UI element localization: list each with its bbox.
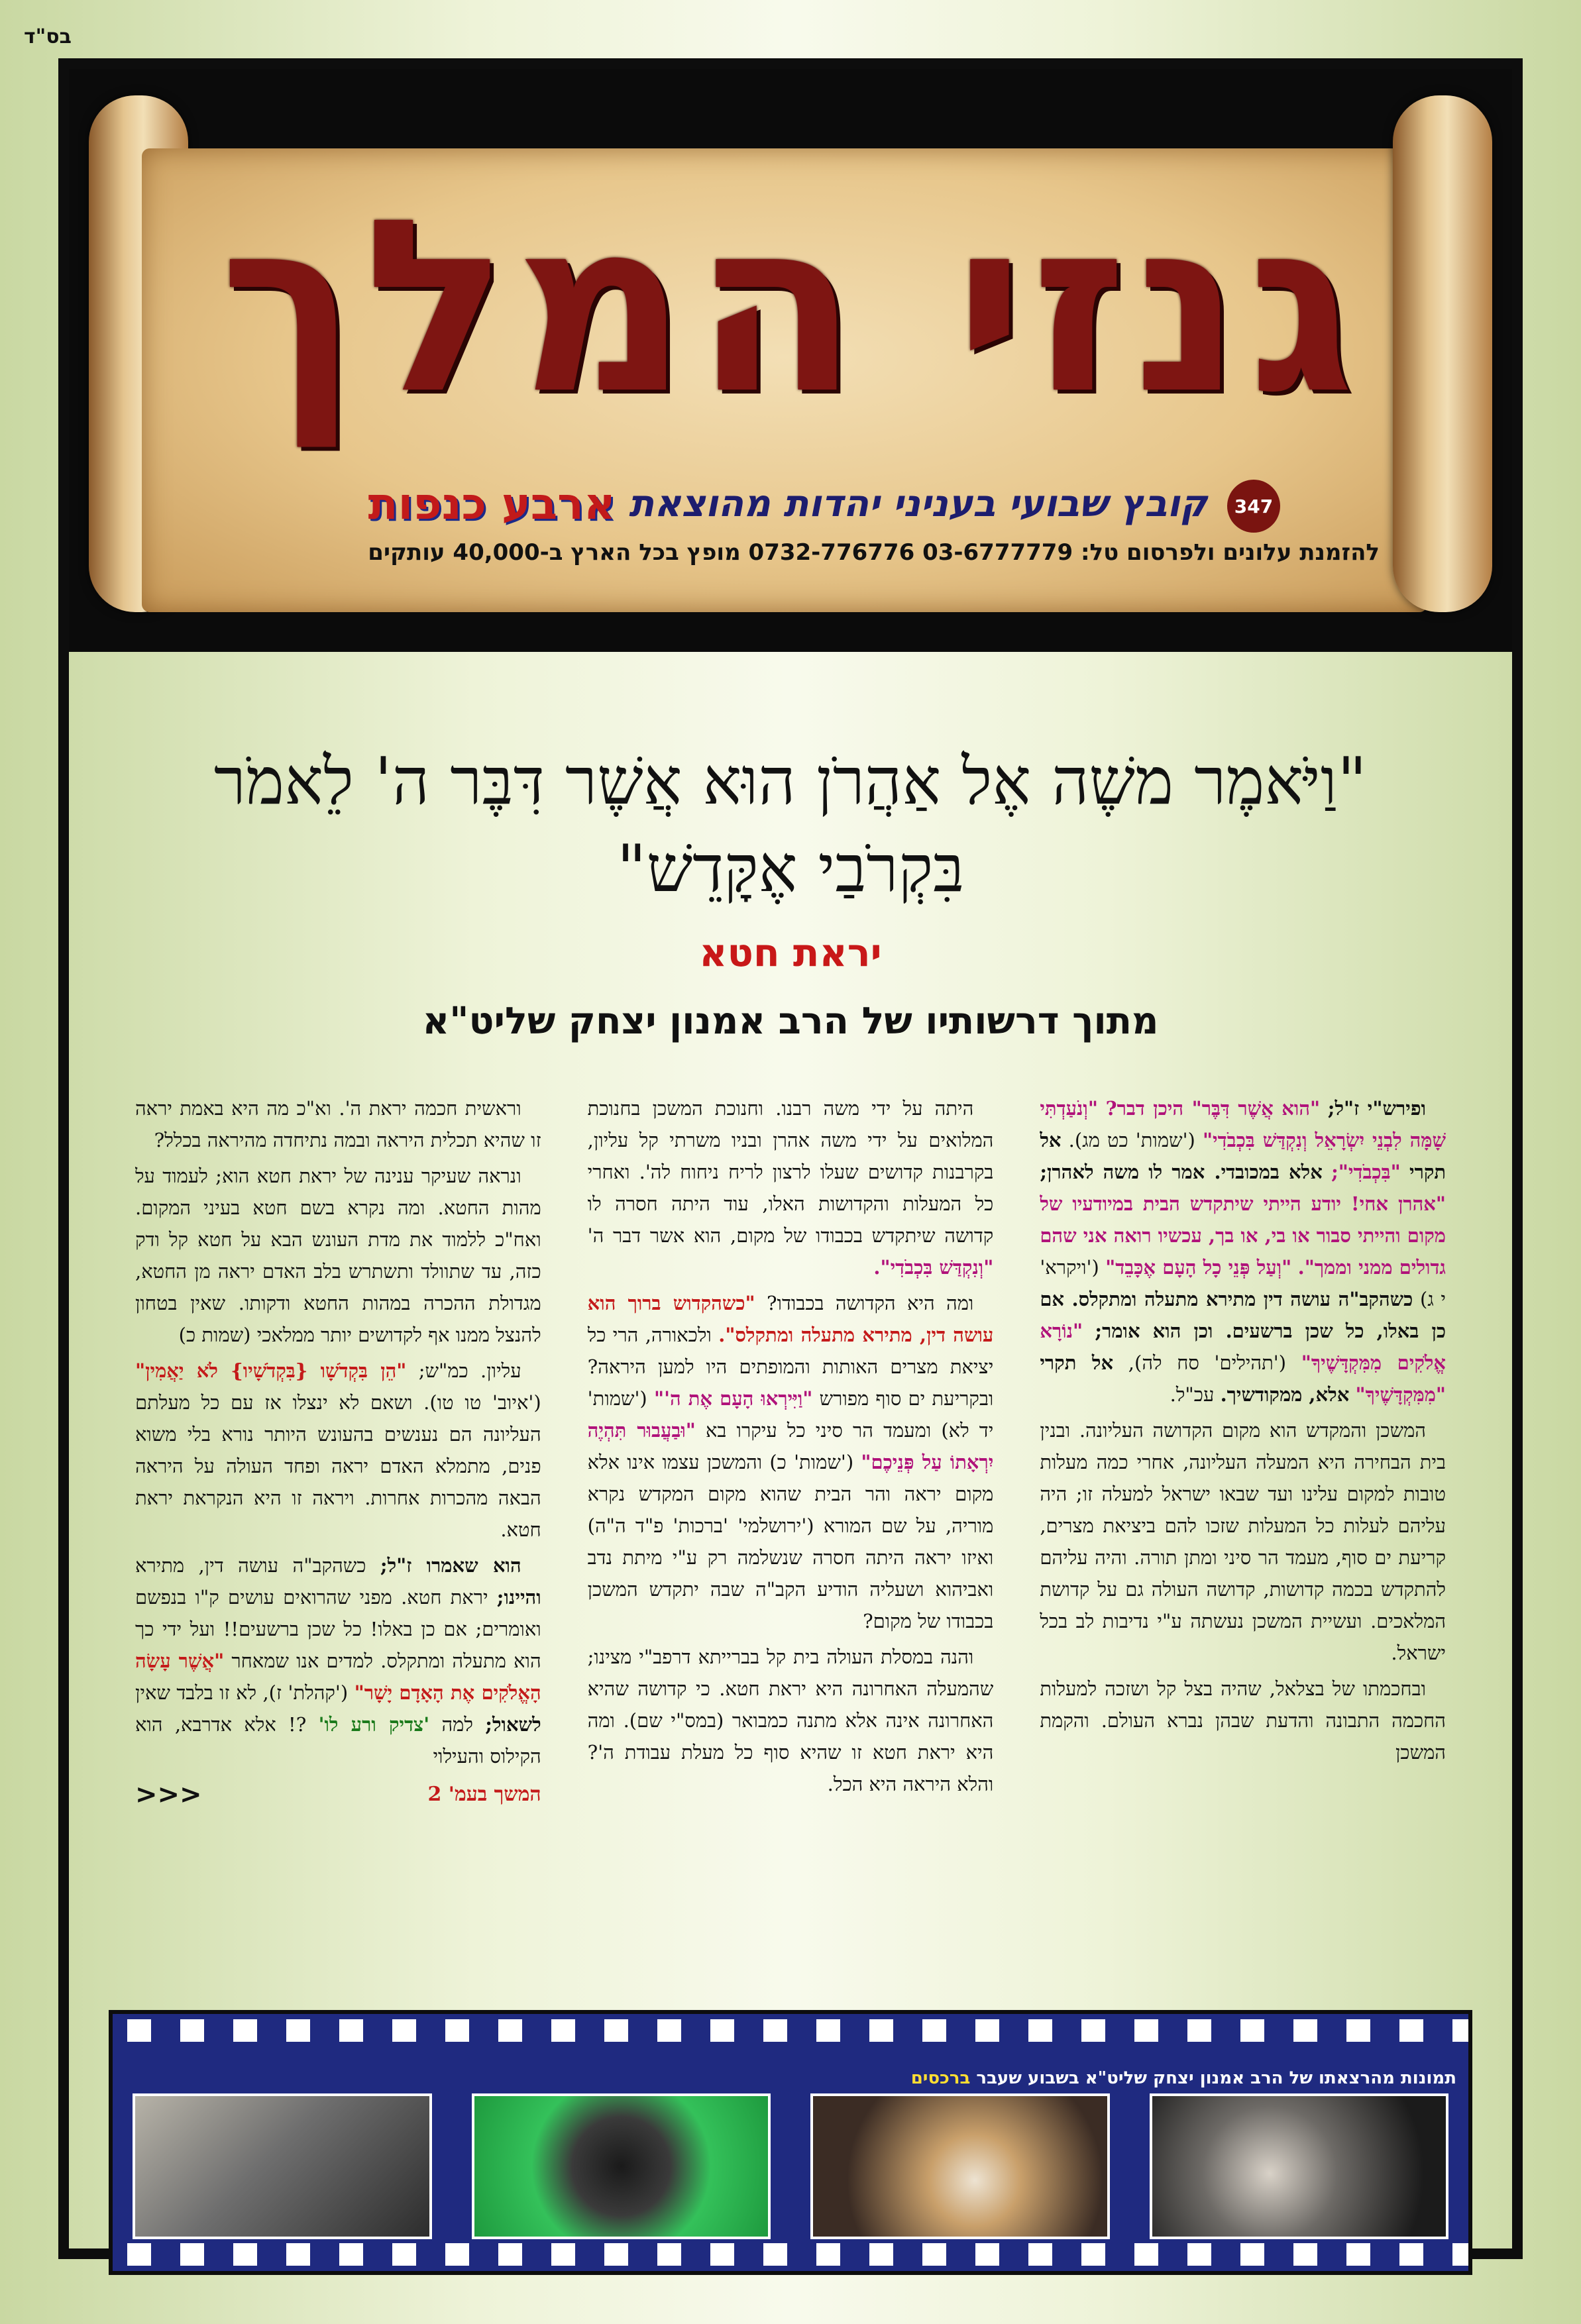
page-frame bbox=[58, 58, 1523, 2259]
text: ('שמות' כט מג). bbox=[1068, 1129, 1195, 1151]
paragraph: וראשית חכמה יראת ה'. וא"כ מה היא באמת יראה זו שהיא תכלית היראה ובמה נתיחדה מהיראה בכלל? bbox=[135, 1097, 541, 1151]
text: עליון. כמ"ש; bbox=[418, 1359, 521, 1382]
page-mark: בס"ד bbox=[24, 25, 72, 48]
photo-row bbox=[133, 2093, 1448, 2239]
lecture-photo bbox=[133, 2093, 432, 2239]
article-column-1 bbox=[1040, 1092, 1446, 2007]
text: ('איוב' טו טו). ושאם לא ינצלו אז עם כל מעלתם העליונה הם נענשים בהעונש היותר נורא בלי משוא פנים, מתמלא האדם יראה ופחד העולה על היראה הבאה מהכרות אחרות. ויראה זו היא הנקראת יראת חטא. bbox=[135, 1391, 541, 1541]
headline-line-1: "וַיֹּאמֶר משֶׁה אֶל אַהֲרֹן הוּא אֲשֶׁר דִּבֶּר ה' לֵאמֹר bbox=[213, 744, 1368, 819]
quote: "וְנִקְדַּשׁ בִּכְבֹדִי". bbox=[873, 1256, 994, 1279]
quote: "כשהקדוש ברוך הוא עושה דין, מתירא מתעלה ומתקלס". bbox=[587, 1292, 994, 1346]
headline-line-2: בִּקְרֹבַי אֶקָּדֵשׁ" bbox=[616, 831, 965, 907]
text-bold: אלא במכובדי. אמר לו משה לאהרן; bbox=[1040, 1161, 1323, 1183]
lecture-photo bbox=[472, 2093, 771, 2239]
caption-place: ברכסים bbox=[910, 2068, 971, 2088]
quote: "אֲשֶׁר עָשָׂה הָאֱלֹקִים אֶת הָאָדָם יָשָׁר" bbox=[135, 1650, 541, 1704]
quote: "בִּכְבֹדִי"; bbox=[1331, 1161, 1401, 1183]
text: ולכאורה, הרי כל יציאת מצרים האותות והמופתים היו למען היראה? ובקריעת ים סוף מפורש bbox=[587, 1324, 994, 1410]
text-bold: אלא, ממקודשיך. bbox=[1220, 1383, 1350, 1406]
issue-badge: 347 bbox=[1227, 480, 1280, 533]
article-column-2 bbox=[588, 1092, 994, 2007]
masthead-title: גנזי המלך bbox=[219, 168, 1362, 446]
paragraph: ובחכמתו של בצלאל, שהיה בצל קל ושזכה למעלות החכמה התבונה והדעת שבהן נברא העולם. והקמת המשכן bbox=[1040, 1677, 1446, 1764]
subtitle-row bbox=[368, 478, 1207, 529]
quote: "נוֹרָא אֱלֹקִים מִמִּקְדָּשֶׁיךָ" bbox=[1040, 1320, 1446, 1374]
text: ?! אלא אדרבא, הוא הקילוס והעילוי bbox=[135, 1713, 541, 1768]
quote: "הוא אֲשֶׁר דִּבֶּר" היכן דבר? bbox=[1105, 1097, 1321, 1120]
caption-text: תמונות מהרצאתו של הרב אמנון יצחק שליט"א בשבוע שעבר bbox=[976, 2068, 1456, 2088]
arrows-icon: <<< bbox=[135, 1779, 202, 1810]
text: כשהקב"ה עושה דין, מתירא bbox=[135, 1554, 366, 1577]
text: ('שמות' כ) והמשכן עצמו אינו אלא מקום יראה והר הבית שהוא מקום המקדש נקרא מוריה, על שם המורא ('ירושלמי' 'ברכות' פ"ד ה"ה) ואיזו יראה היתה חסרה שנשלמה רק ע"י מיתת נדב ואביהוא ושעליה הודיע הקב"ה שבה יתקדש המשכן בכבודו של מקום? bbox=[587, 1451, 994, 1632]
quote: "הֵן בִּקְדֹשָׁו {בִּקְדֹשָׁיו} לֹא יַאֲמִין" bbox=[135, 1359, 407, 1382]
text: למה bbox=[441, 1713, 473, 1736]
photo-filmstrip bbox=[109, 2010, 1472, 2275]
contact-line: להזמנת עלונים ולפרסום טל: 03-6777779 0732-776776 מופץ בכל הארץ ב-40,000 עותקים bbox=[368, 539, 1380, 566]
paragraph: המשכן והמקדש הוא מקום הקדושה העליונה. ובנין בית הבחירה היא המעלה העליונה, אחרי כמה מעלות טובות למקום עלינו ועד שבאו ישראל למעלה זו; היה עליהם לעלות כל המעלות שזכו להם ביציאת מצרים, קריעת ים סוף, מעמד הר סיני ומתן תורה. והיה עליהם להתקדש בכמה קדושות, קדושה העולה גם על קדושת המלאכים. ועשיית המשכן נעשתה ע"י נדיבות לב בכל ישראל. bbox=[1040, 1419, 1446, 1664]
lecture-photo bbox=[1150, 2093, 1449, 2239]
quote: "וַיִּירְאוּ הָעָם אֶת ה'" bbox=[653, 1387, 813, 1410]
article-column-3 bbox=[135, 1092, 541, 2007]
paragraph bbox=[135, 1355, 541, 1546]
kicker: יראת חטא bbox=[699, 930, 882, 975]
paragraph: ונראה שעיקר ענינה של יראת חטא הוא; לעמוד על מהות החטא. ומה נקרא בשם חטא בעיני המקום. ואח"כ ללמוד את מדת העונש הבא על חטא קל ודק כזה, עד שתוולד ותשתרש בלב האדם יראה מן החטא, מגדולת ההכרה במהות החטא ודקותו. שאין בטחון להנצל ממנו אף לקדושים יותר ממלאכי (שמות כ) bbox=[135, 1165, 541, 1346]
quote: 'צדיק ורע לו' bbox=[318, 1713, 430, 1736]
subtitle: קובץ שבועי בעניני יהדות מהוצאת bbox=[628, 482, 1207, 525]
continued-row bbox=[135, 1779, 541, 1811]
byline: מתוך דרשותיו של הרב אמנון יצחק שליט"א bbox=[422, 1000, 1159, 1043]
film-perforations-top bbox=[113, 2019, 1468, 2042]
paragraph bbox=[135, 1550, 541, 1772]
quote: "וְנֹעַדְתִּי שָׁמָּה לִבְנֵי יִשְׂרָאֵל וְנִקְדַּשׁ בִּכְבֹדִי" bbox=[1040, 1097, 1446, 1151]
publisher-logo: ארבע כנפות bbox=[368, 478, 616, 529]
quote: "אהרן אחי! יודע הייתי שיתקדש הבית במיודעיו של מקום והייתי סבור או בי, או בך, עכשיו רואה אני שהם גדולים ממני וממך". bbox=[1040, 1192, 1446, 1279]
article-columns bbox=[135, 1092, 1446, 2007]
text: ('ויקרא' י ג) bbox=[1040, 1256, 1446, 1310]
text: ומה היא הקדושה בכבודו? bbox=[767, 1292, 974, 1314]
text-lead: ופירש"י ז"ל; bbox=[1327, 1097, 1427, 1120]
headline bbox=[109, 738, 1472, 913]
continued-link[interactable]: המשך בעמ' 2 bbox=[427, 1783, 541, 1806]
text-bold: אל תקרי bbox=[1040, 1129, 1446, 1183]
text-bold: לשאול; bbox=[485, 1713, 541, 1736]
text: יראת חטא. מפני שהרואים עושים ק"ו בנפשם ואומרים; אם כן באלו! כל שכן ברשעים!! ועל ידי כך הוא מתעלה ומתקלס. למדים אנו שמאחר bbox=[135, 1586, 541, 1672]
quote: "וּבַעֲבוּר תִּהְיֶה יִרְאָתוֹ עַל פְּנֵיכֶם" bbox=[587, 1419, 994, 1473]
text-bold: והיינו; bbox=[496, 1586, 541, 1609]
text: ('קהלת' ז), לא זו בלבד שאין bbox=[135, 1681, 349, 1704]
text-bold: אל תקרי bbox=[1040, 1351, 1114, 1374]
film-perforations-bottom bbox=[113, 2243, 1468, 2266]
text: היתה על ידי משה רבנו. וחנוכת המשכן בחנוכת המלואים על ידי משה אהרן ובניו משרתי קל עליון, בקרבנות קדושים שעלו לרצון לריח ניחוח לה'. ואחרי כל המעלות והקדושות האלו, עוד היתה חסרה לו קדושה שיתקדש בכבודו של מקום, הוא אשר דבר ה' bbox=[587, 1097, 994, 1247]
text: ('שמות' יד לא) ומעמד הר סיני כל עיקרו בא bbox=[587, 1387, 994, 1442]
quote: "וְעַל פְּנֵי כָל הָעָם אֶכָּבֵד" bbox=[1105, 1256, 1292, 1279]
photo-caption bbox=[911, 2068, 1456, 2088]
text: ('תהילים' סח לה), bbox=[1128, 1351, 1287, 1374]
text-lead: הוא שאמרו ז"ל; bbox=[380, 1554, 521, 1577]
paragraph: והנה במסלת העולה בית קל בברייתא דרפב"י מצינו; שהמעלה האחרונה היא יראת חטא. כי קדושה שהיא האחרונה אינה אלא מתנה כמבואר (במס"י שם). ומה היא יראת חטא זו שהיא סוף כל מעלת עבודת ה'? והלא היראה היא הכל. bbox=[587, 1646, 994, 1795]
paragraph bbox=[1040, 1092, 1446, 1410]
quote: "מִמִּקְדָּשֶׁיךָ" bbox=[1355, 1383, 1446, 1406]
text-bold: כשהקב"ה עושה דין מתירא מתעלה ומתקלס. אם כן באלו, כל שכן ברשעים. וכן הוא אומר; bbox=[1040, 1288, 1446, 1342]
header bbox=[69, 69, 1512, 652]
paragraph bbox=[588, 1092, 994, 1283]
text: עכ"ל. bbox=[1170, 1383, 1215, 1406]
paragraph bbox=[588, 1287, 994, 1637]
lecture-photo bbox=[810, 2093, 1110, 2239]
